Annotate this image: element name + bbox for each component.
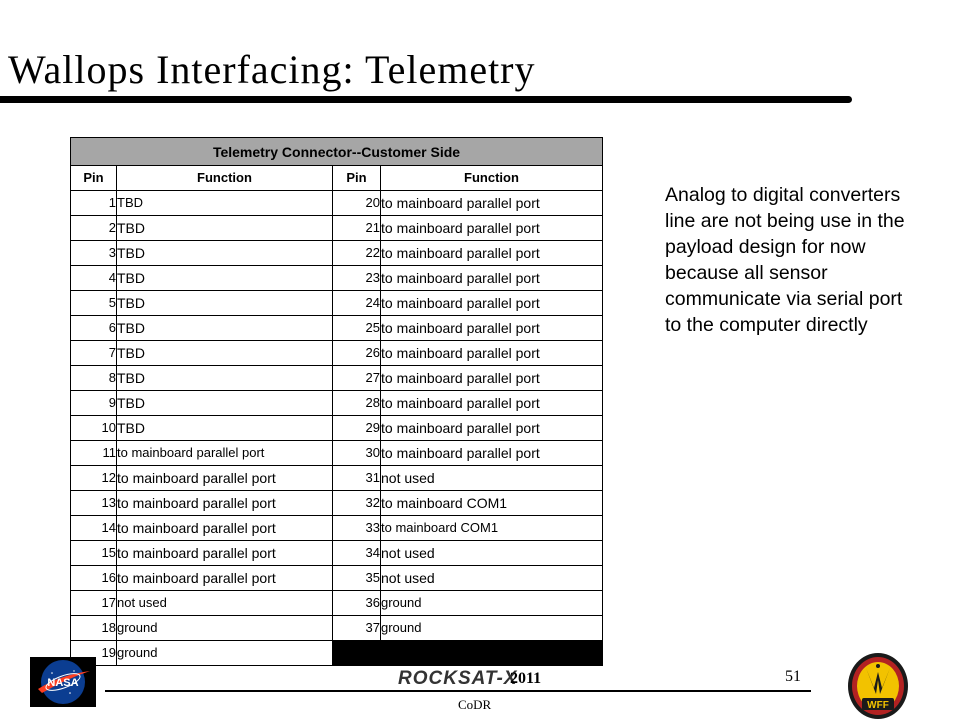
empty-filled-cell [333, 641, 603, 666]
pin-number-cell: 34 [333, 541, 381, 566]
table-row [71, 541, 603, 566]
table-title: Telemetry Connector--Customer Side [71, 138, 603, 166]
pin-number-cell: 11 [71, 441, 117, 466]
pin-number-cell: 26 [333, 341, 381, 366]
title-underline [0, 96, 852, 103]
pin-number-cell: 1 [71, 191, 117, 216]
function-cell: to mainboard parallel port [381, 416, 603, 441]
pin-number-cell: 20 [333, 191, 381, 216]
function-cell: to mainboard COM1 [381, 491, 603, 516]
table-row [71, 391, 603, 416]
pin-number-cell: 4 [71, 266, 117, 291]
pin-number-cell: 9 [71, 391, 117, 416]
pin-number-cell: 18 [71, 616, 117, 641]
footer-label: CoDR [458, 697, 492, 712]
table-row [71, 441, 603, 466]
nasa-logo-icon [30, 657, 96, 707]
function-cell: to mainboard parallel port [381, 191, 603, 216]
function-cell: ground [117, 616, 333, 641]
pin-number-cell: 5 [71, 291, 117, 316]
table-row [71, 591, 603, 616]
function-cell: TBD [117, 266, 333, 291]
table-row [71, 266, 603, 291]
function-cell: ground [381, 616, 603, 641]
wff-logo-text: WFF [867, 700, 889, 711]
pin-number-cell: 2 [71, 216, 117, 241]
table-row [71, 466, 603, 491]
pin-number-cell: 8 [71, 366, 117, 391]
pin-number-cell: 27 [333, 366, 381, 391]
pin-number-cell: 29 [333, 416, 381, 441]
function-cell: to mainboard parallel port [117, 541, 333, 566]
function-cell: TBD [117, 391, 333, 416]
footer-divider [105, 690, 811, 692]
function-cell: to mainboard parallel port [381, 241, 603, 266]
table-row [71, 491, 603, 516]
function-cell: TBD [117, 191, 333, 216]
pin-number-cell: 7 [71, 341, 117, 366]
pin-number-cell: 15 [71, 541, 117, 566]
pin-number-cell: 36 [333, 591, 381, 616]
wff-logo-icon [842, 648, 914, 720]
function-cell: TBD [117, 341, 333, 366]
function-cell: to mainboard parallel port [117, 566, 333, 591]
function-cell: to mainboard COM1 [381, 516, 603, 541]
pin-number-cell: 33 [333, 516, 381, 541]
table-row [71, 616, 603, 641]
slide-title: Wallops Interfacing: Telemetry [8, 47, 536, 92]
function-cell: to mainboard parallel port [381, 266, 603, 291]
pin-number-cell: 25 [333, 316, 381, 341]
function-cell: to mainboard parallel port [117, 466, 333, 491]
pin-number-cell: 6 [71, 316, 117, 341]
pin-number-cell: 24 [333, 291, 381, 316]
function-cell: ground [381, 591, 603, 616]
pin-number-cell: 19 [71, 641, 117, 666]
header-function: Function [381, 166, 603, 191]
pin-number-cell: 17 [71, 591, 117, 616]
table-row [71, 291, 603, 316]
pin-number-cell: 28 [333, 391, 381, 416]
function-cell: not used [381, 566, 603, 591]
table-row [71, 216, 603, 241]
function-cell: TBD [117, 216, 333, 241]
svg-text:NASA: NASA [47, 677, 79, 689]
table-row [71, 641, 603, 666]
pin-number-cell: 21 [333, 216, 381, 241]
pin-number-cell: 35 [333, 566, 381, 591]
rocksat-logo: ROCKSAT-X [398, 668, 518, 689]
function-cell: to mainboard parallel port [117, 491, 333, 516]
function-cell: TBD [117, 366, 333, 391]
function-cell: to mainboard parallel port [381, 366, 603, 391]
pin-number-cell: 3 [71, 241, 117, 266]
table-row [71, 316, 603, 341]
side-note: Analog to digital converters line are not being use in the payload design for now because all sensor communicate via serial port to the computer directly [665, 184, 905, 336]
pin-number-cell: 30 [333, 441, 381, 466]
function-cell: to mainboard parallel port [381, 341, 603, 366]
pin-number-cell: 16 [71, 566, 117, 591]
table-row [71, 516, 603, 541]
function-cell: to mainboard parallel port [381, 291, 603, 316]
function-cell: TBD [117, 291, 333, 316]
pin-number-cell: 22 [333, 241, 381, 266]
pin-number-cell: 37 [333, 616, 381, 641]
function-cell: to mainboard parallel port [381, 316, 603, 341]
function-cell: not used [381, 541, 603, 566]
pin-number-cell: 32 [333, 491, 381, 516]
table-row [71, 416, 603, 441]
function-cell: to mainboard parallel port [381, 216, 603, 241]
function-cell: to mainboard parallel port [117, 441, 333, 466]
table-row [71, 241, 603, 266]
footer-year: 2011 [510, 670, 542, 687]
pin-number-cell: 31 [333, 466, 381, 491]
table-row [71, 366, 603, 391]
table-row [71, 191, 603, 216]
function-cell: to mainboard parallel port [381, 391, 603, 416]
table-row [71, 566, 603, 591]
header-function: Function [117, 166, 333, 191]
function-cell: not used [381, 466, 603, 491]
function-cell: not used [117, 591, 333, 616]
function-cell: TBD [117, 241, 333, 266]
pin-number-cell: 12 [71, 466, 117, 491]
function-cell: to mainboard parallel port [117, 516, 333, 541]
telemetry-connector-table [70, 137, 603, 666]
pin-number-cell: 13 [71, 491, 117, 516]
function-cell: ground [117, 641, 333, 666]
header-pin: Pin [333, 166, 381, 191]
table-row [71, 341, 603, 366]
pin-number-cell: 23 [333, 266, 381, 291]
page-number: 51 [785, 668, 801, 685]
function-cell: to mainboard parallel port [381, 441, 603, 466]
table-body [71, 191, 603, 666]
function-cell: TBD [117, 316, 333, 341]
function-cell: TBD [117, 416, 333, 441]
header-pin: Pin [71, 166, 117, 191]
pin-number-cell: 10 [71, 416, 117, 441]
pin-number-cell: 14 [71, 516, 117, 541]
